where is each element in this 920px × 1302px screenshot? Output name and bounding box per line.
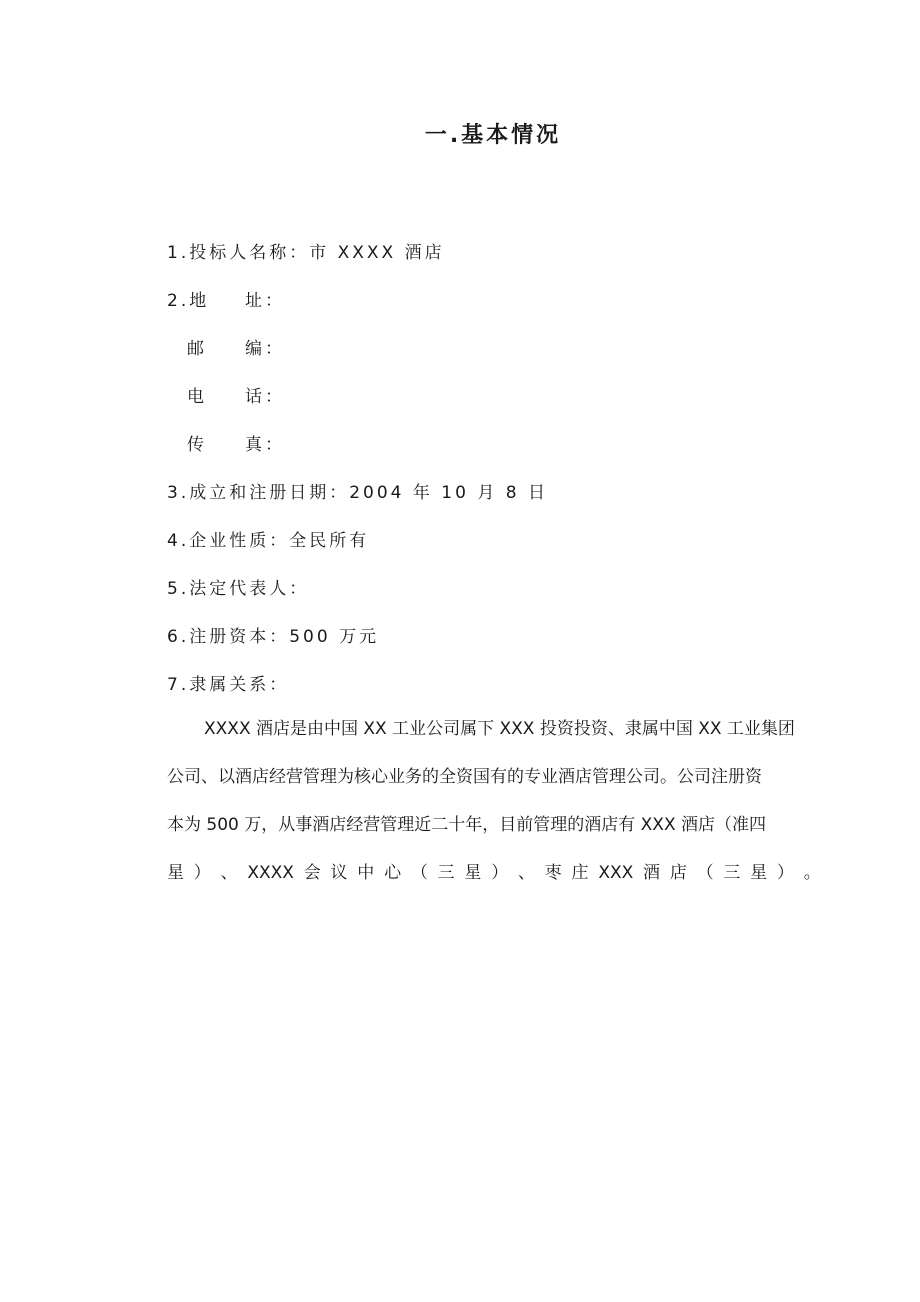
paragraph-line-4-part: 中 [357, 863, 375, 883]
paragraph-line-4-part: 星 [464, 863, 482, 883]
paragraph-line-4-part: ） [193, 863, 211, 883]
paragraph-line-4-part: （ [696, 863, 714, 883]
paragraph-line-4-part: XXXX [247, 863, 294, 883]
zip-line [187, 334, 285, 359]
fax-label-prefix: 传 [187, 435, 207, 455]
paragraph-line-4-part: 会 [303, 863, 321, 883]
zip-label-suffix: 编： [245, 339, 285, 359]
paragraph-line-4-part: （ [410, 863, 428, 883]
registered-capital-line: 6.注册资本：500 万元 [167, 627, 380, 647]
paragraph-line-4-part: 议 [330, 863, 348, 883]
legal-representative-line: 5.法定代表人： [167, 579, 310, 599]
enterprise-nature-line: 4.企业性质：全民所有 [167, 531, 370, 551]
phone-label-suffix: 话： [245, 387, 285, 407]
paragraph-line-4-part: 星 [750, 863, 768, 883]
paragraph-line-4-part: 庄 [571, 863, 589, 883]
address-line [167, 286, 285, 311]
paragraph-line-4-part: ） [491, 863, 509, 883]
paragraph-line-4-part: XXX [598, 863, 634, 883]
paragraph-line-3: 本为 500 万，从事酒店经营管理近二十年，目前管理的酒店有 XXX 酒店（准四 [167, 815, 766, 835]
fax-label-suffix: 真： [245, 435, 285, 455]
phone-line [187, 382, 285, 407]
affiliation-paragraph [167, 705, 821, 897]
paragraph-line-4-part: 酒 [643, 863, 661, 883]
paragraph-line-4-part: 星 [167, 863, 184, 883]
fax-line [187, 430, 285, 455]
bidder-name-line: 1.投标人名称：市 XXXX 酒店 [167, 243, 445, 263]
paragraph-line-4-part: ） [776, 863, 794, 883]
paragraph-line-4-part: 枣 [544, 863, 562, 883]
paragraph-line-4-part: 、 [220, 863, 238, 883]
paragraph-line-4-part: 三 [723, 863, 741, 883]
address-label-prefix: 2.地 [167, 291, 210, 311]
paragraph-line-4-part: 三 [437, 863, 455, 883]
zip-label-prefix: 邮 [187, 339, 207, 359]
address-label-suffix: 址： [245, 291, 285, 311]
paragraph-line-2: 公司、以酒店经营管理为核心业务的全资国有的专业酒店管理公司。公司注册资 [167, 767, 762, 787]
section-title: 一.基本情况 [424, 123, 562, 148]
paragraph-line-4 [167, 849, 821, 897]
paragraph-line-4-part: 店 [669, 863, 687, 883]
affiliation-line: 7.隶属关系： [167, 675, 290, 695]
paragraph-line-4-part: 。 [803, 863, 821, 883]
paragraph-line-4-part: 、 [517, 863, 535, 883]
founded-date-line: 3.成立和注册日期：2004 年 10 月 8 日 [167, 483, 548, 503]
paragraph-line-4-part: 心 [384, 863, 402, 883]
phone-label-prefix: 电 [187, 387, 207, 407]
paragraph-line-1: XXXX 酒店是由中国 XX 工业公司属下 XXX 投资投资、隶属中国 XX 工业集团 [204, 719, 795, 739]
